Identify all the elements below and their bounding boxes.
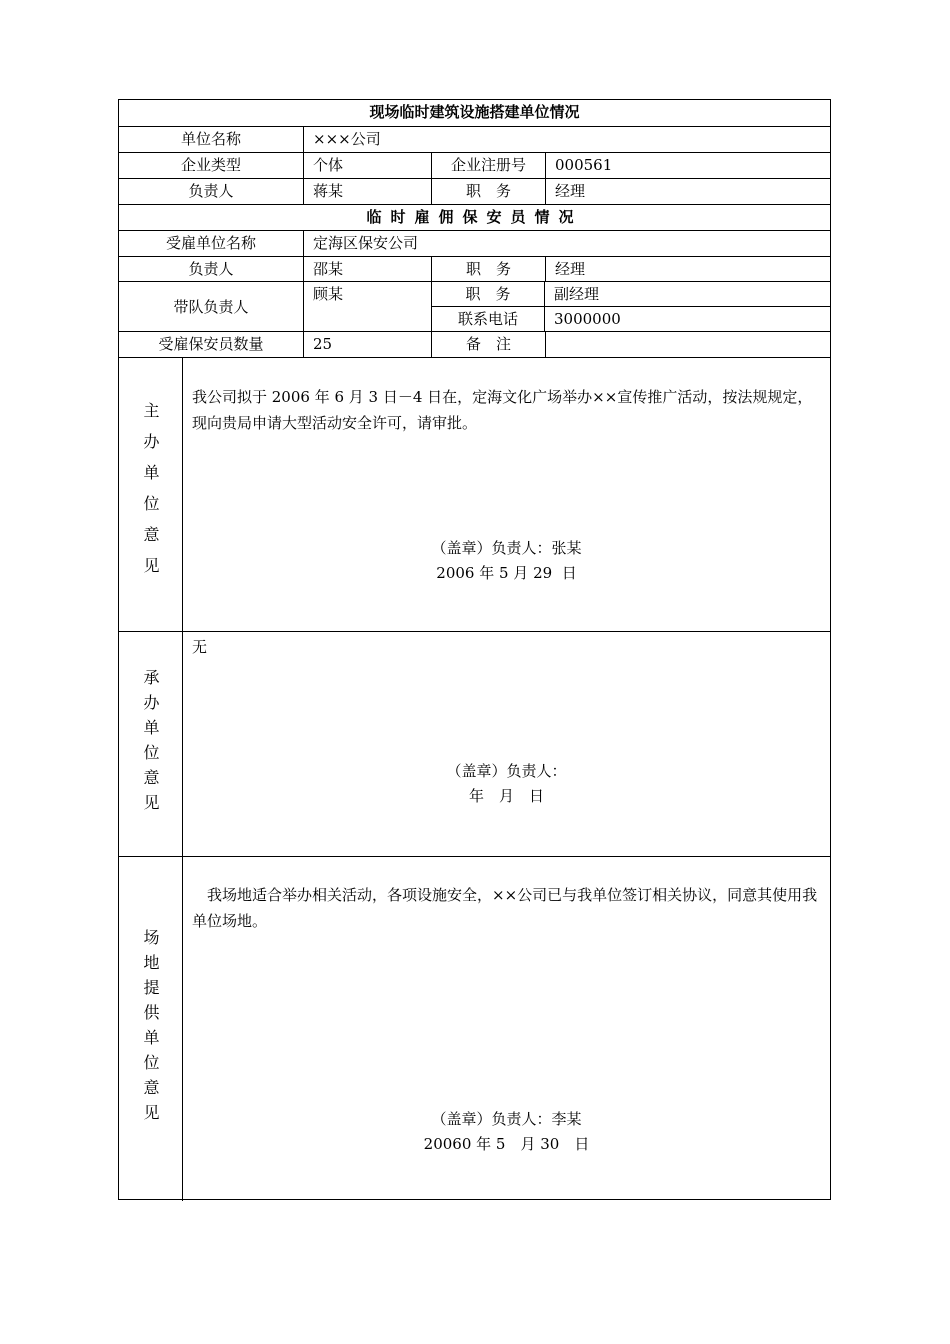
leader-subgrid: [431, 282, 830, 331]
employer-value: 定海区保安公司: [303, 231, 830, 256]
enterprise-type-row: [119, 153, 830, 179]
phone-value: 3000000: [554, 310, 621, 328]
venue-opinion-text: 我场地适合举办相关活动，各项设施安全，××公司已与我单位签订相关协议，同意其使用我单位场地。: [192, 886, 818, 930]
employer-label: 受雇单位名称: [165, 234, 256, 252]
phone-subrow: [432, 307, 830, 331]
organizer-opinion-body: [183, 632, 830, 856]
person-value: 蒋某: [303, 179, 431, 204]
guard-count-value: 25: [303, 332, 431, 357]
guard-position-value: 经理: [545, 257, 830, 281]
leader-position-subrow: [432, 282, 830, 307]
host-opinion-label-cell: [119, 358, 183, 631]
reg-no-label: 企业注册号: [431, 153, 545, 178]
guard-person-value: 邵某: [303, 257, 431, 281]
phone-label: 联系电话: [432, 307, 545, 331]
venue-opinion-row: [119, 857, 830, 1201]
venue-opinion-signature: （盖章）负责人：李某: [431, 1110, 582, 1128]
leader-position-value: 副经理: [554, 285, 600, 303]
employer-row: [119, 231, 830, 257]
section2-title: 临时雇佣保安员情况: [366, 208, 583, 226]
leader-label: 带队负责人: [173, 298, 249, 316]
organizer-opinion-signature: （盖章）负责人：: [446, 762, 567, 780]
remarks-label: 备 注: [431, 332, 545, 357]
host-opinion-body: [183, 358, 830, 631]
enterprise-type-value: 个体: [303, 153, 431, 178]
organizer-opinion-date: 年 月 日: [468, 787, 544, 805]
venue-opinion-label: 场地提供单位意见: [141, 929, 160, 1129]
host-opinion-signature: （盖章）负责人：张某: [431, 539, 582, 557]
guard-count-row: [119, 332, 830, 358]
organizer-opinion-row: [119, 632, 830, 857]
unit-name-label: 单位名称: [180, 130, 241, 148]
position-value: 经理: [545, 179, 830, 204]
enterprise-type-label: 企业类型: [180, 156, 241, 174]
unit-name-value: ×××公司: [303, 127, 830, 152]
guard-count-label: 受雇保安员数量: [158, 335, 264, 353]
unit-name-row: [119, 127, 830, 153]
organizer-opinion-text: 无: [192, 638, 208, 656]
section2-header-row: [119, 205, 830, 231]
reg-no-value: 000561: [545, 153, 830, 178]
venue-opinion-body: [183, 857, 830, 1201]
organizer-opinion-label-cell: [119, 632, 183, 856]
host-opinion-text: 我公司拟于 2006 年 6 月 3 日－4 日在，定海文化广场举办××宣传推广活动，按法规规定，现向贵局申请大型活动安全许可，请审批。: [192, 388, 813, 432]
venue-opinion-date: 20060 年 5 月 30 日: [423, 1135, 590, 1153]
section1-header-row: [119, 100, 830, 127]
leader-row: [119, 282, 830, 332]
host-opinion-date: 2006 年 5 月 29 日: [436, 564, 577, 582]
guard-person-row: [119, 257, 830, 282]
guard-position-label: 职 务: [431, 257, 545, 281]
person-label: 负责人: [188, 182, 234, 200]
permit-form-table: [118, 99, 831, 1200]
position-label: 职 务: [431, 179, 545, 204]
person-row: [119, 179, 830, 205]
host-opinion-row: [119, 358, 830, 632]
leader-value: 顾某: [303, 282, 431, 331]
leader-position-label: 职 务: [432, 282, 545, 306]
host-opinion-label: 主办单位意见: [141, 401, 160, 588]
section1-title: 现场临时建筑设施搭建单位情况: [369, 103, 580, 121]
guard-person-label: 负责人: [188, 260, 234, 278]
organizer-opinion-label: 承办单位意见: [141, 669, 160, 819]
remarks-value: [545, 332, 830, 357]
venue-opinion-label-cell: [119, 857, 183, 1201]
